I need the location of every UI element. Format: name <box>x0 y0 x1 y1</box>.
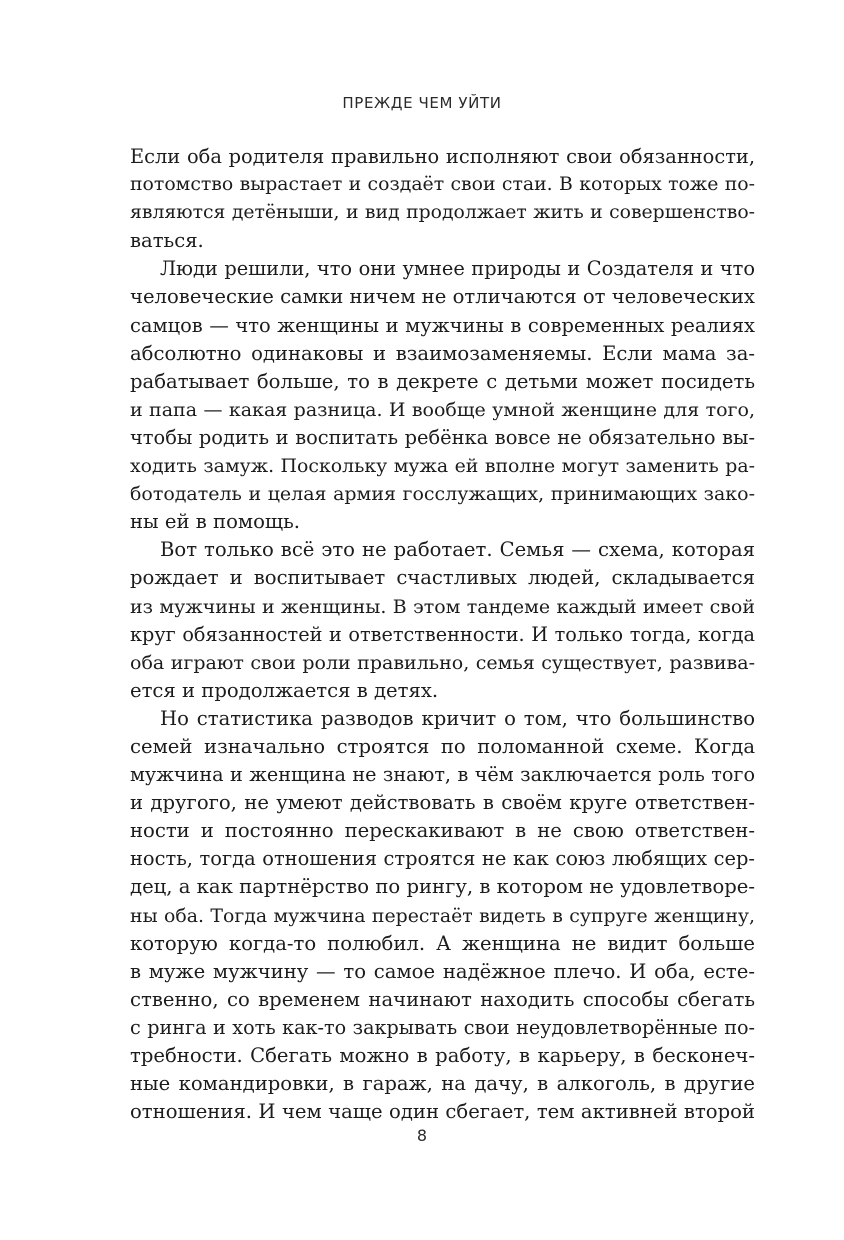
paragraph <box>130 705 755 1126</box>
text-line: которую когда-то полюбил. А женщина не видит больше <box>130 931 755 955</box>
text-line: ны оба. Тогда мужчина перестаёт видеть в супруге женщину, <box>130 904 755 927</box>
text-line: требности. Сбегать можно в работу, в карьеру, в бесконеч- <box>130 1044 755 1067</box>
text-line: потомство вырастает и создаёт свои стаи. В которых тоже по- <box>130 174 755 196</box>
text-line: Люди решили, что они умнее природы и Создателя и что <box>160 257 755 281</box>
text-line: из мужчины и женщины. В этом тандеме каждый имеет свой <box>130 595 755 618</box>
text-line: ные командировки, в гараж, на дачу, в алкоголь, в другие <box>130 1072 755 1096</box>
text-line: рождает и воспитывает счастливых людей, складывается <box>130 566 755 590</box>
paragraph <box>130 143 755 255</box>
text-line: чтобы родить и воспитать ребёнка вовсе не обязательно вы- <box>130 425 755 449</box>
text-line: и другого, не умеют действовать в своём круге ответствен- <box>130 791 755 815</box>
text-line: с ринга и хоть как-то закрывать свои неудовлетворённые по- <box>130 1015 755 1039</box>
running-title: ПРЕЖДЕ ЧЕМ УЙТИ <box>342 94 502 112</box>
text-line: ны ей в помощь. <box>130 510 301 534</box>
text-line: круг обязанностей и ответственности. И только тогда, когда <box>130 622 755 646</box>
page-number: 8 <box>416 1126 428 1145</box>
text-line: самцов — что женщины и мужчины в современных реалиях <box>130 313 755 337</box>
text-line: и папа — какая разница. И вообще умной женщине для того, <box>130 398 755 421</box>
paragraph <box>130 536 755 705</box>
text-line: ваться. <box>130 229 204 253</box>
body-text <box>130 143 755 1126</box>
text-line: ственно, со временем начинают находить способы сбегать <box>130 987 755 1011</box>
text-line: в муже мужчину — то самое надёжное плечо. И оба, есте- <box>130 959 755 983</box>
text-line: абсолютно одинаковы и взаимозаменяемы. Если мама за- <box>130 341 755 365</box>
paragraph <box>130 255 755 536</box>
text-line: Вот только всё это не работает. Семья — схема, которая <box>160 538 755 562</box>
text-line: ботодатель и целая армия госслужащих, принимающих зако- <box>130 483 755 506</box>
text-line: Если оба родителя правильно исполняют свои обязанности, <box>130 145 755 168</box>
text-line: семей изначально строятся по поломанной схеме. Когда <box>130 734 755 758</box>
text-line: Но статистика разводов кричит о том, что большинство <box>160 706 755 730</box>
text-line: рабатывает больше, то в декрете с детьми может посидеть <box>130 369 755 393</box>
text-line: ность, тогда отношения строятся не как союз любящих сер- <box>130 847 755 871</box>
text-line: человеческие самки ничем не отличаются от человеческих <box>130 285 755 309</box>
text-line: отношения. И чем чаще один сбегает, тем активней второй <box>130 1100 755 1124</box>
text-line: ности и постоянно перескакивают в не свою ответствен- <box>130 819 755 843</box>
text-line: оба играют свои роли правильно, семья существует, развива- <box>130 651 755 674</box>
text-line: являются детёныши, и вид продолжает жить и совершенство- <box>130 202 755 224</box>
text-line: дец, а как партнёрство по рингу, в котором не удовлетворе- <box>130 875 755 899</box>
text-line: ходить замуж. Поскольку мужа ей вполне могут заменить ра- <box>130 455 755 478</box>
text-line: ется и продолжается в детях. <box>130 678 439 702</box>
text-line: мужчина и женщина не знают, в чём заключается роль того <box>130 763 755 787</box>
